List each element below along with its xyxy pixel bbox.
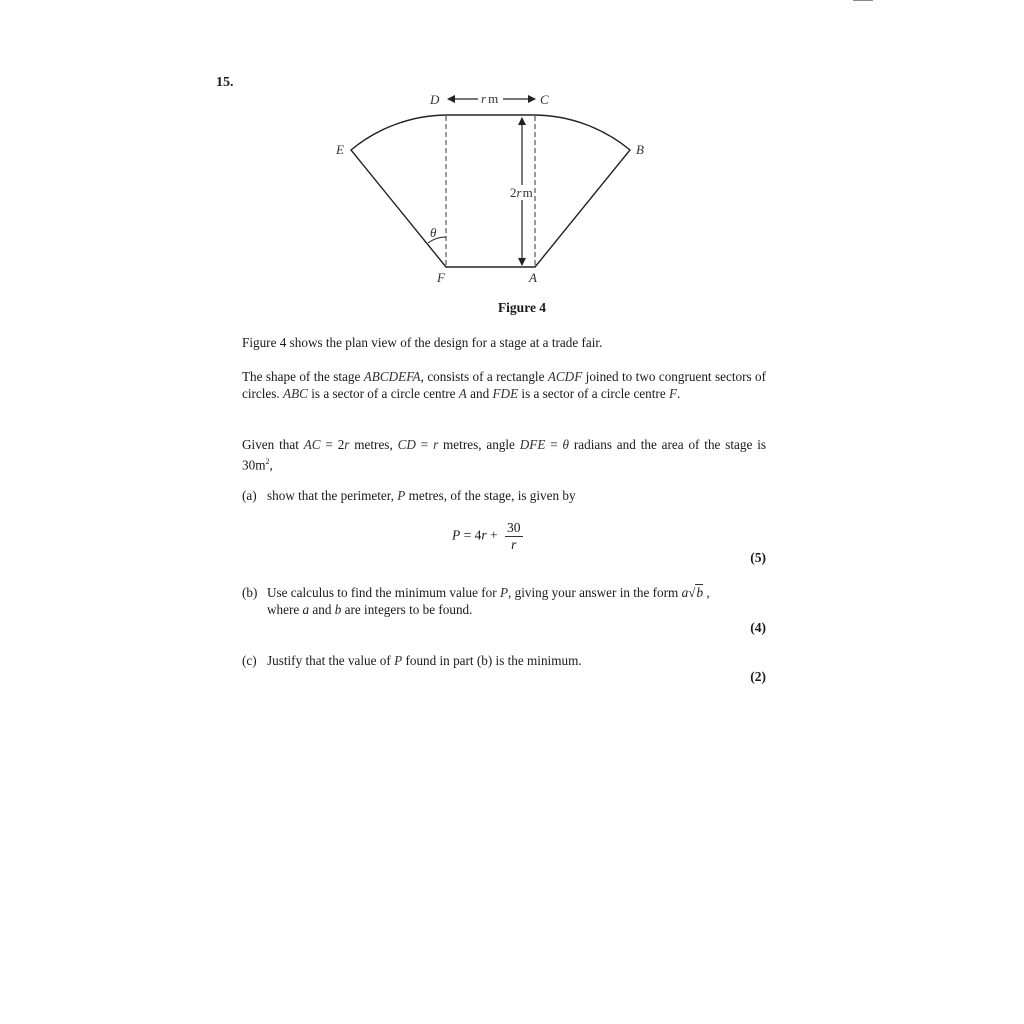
intro-paragraph: Figure 4 shows the plan view of the design for a stage at a trade fair. [242,335,603,350]
figure-4-diagram [0,0,1024,300]
part-b-text: Use calculus to find the minimum value for P, giving your answer in the form a√b , where a and b are integers to be found. [267,585,710,617]
label-b: B [636,142,644,157]
marks-part-b: (4) [750,620,766,635]
label-height: 2rm [510,185,533,200]
given-paragraph: Given that AC = 2r metres, CD = r metres, angle DFE = θ radians and the area of the stage is $30m^2$, [242,437,766,473]
label-d: D [430,92,440,107]
part-c-text: Justify that the value of P found in part (b) is the minimum. [267,653,582,668]
label-e: E [336,142,344,157]
label-f: F [437,270,445,285]
part-c-label: (c) [242,653,257,668]
marks-part-c: (2) [750,669,766,684]
stage-outline [351,115,630,267]
marks-part-a: (5) [750,550,766,565]
part-a-text: show that the perimeter, P metres, of the stage, is given by [267,488,576,503]
question-number: 15. [216,75,234,90]
label-width: r m [481,91,499,106]
part-b-label: (b) [242,585,258,600]
fraction-30-over-r: $\frac{30}{r}$ [507,520,521,552]
label-a: A [529,270,537,285]
label-c: C [540,92,549,107]
perimeter-formula: P = 4r + $\frac{30}{r}$ [452,520,521,552]
part-a-label: (a) [242,488,257,503]
label-theta: θ [430,225,437,240]
figure-caption: Figure 4 [497,300,547,315]
shape-paragraph: The shape of the stage ABCDEFA, consists of a rectangle ACDF joined to two congruent sectors of circles. ABC is a sector of a circle centre A and FDE is a sector of a circle centre F. [242,369,766,401]
